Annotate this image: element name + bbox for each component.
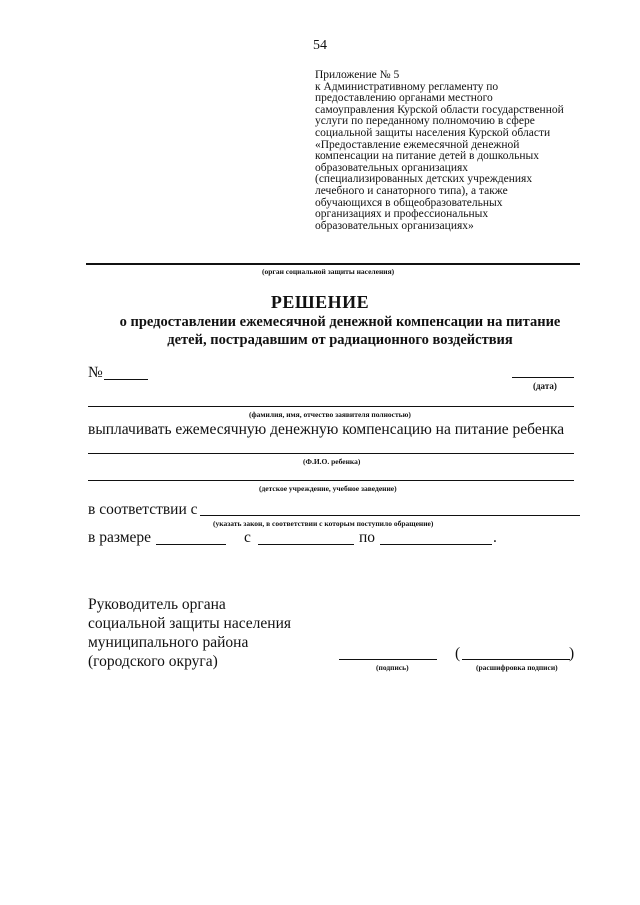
signature-field[interactable] xyxy=(339,659,437,660)
annex-line: компенсации на питание детей в дошкольных xyxy=(315,150,540,163)
applicant-caption: (фамилия, имя, отчество заявителя полностью) xyxy=(249,410,411,419)
child-name-field[interactable] xyxy=(88,453,574,454)
to-date-field[interactable] xyxy=(380,544,492,545)
institution-caption: (детское учреждение, учебное заведение) xyxy=(259,484,397,493)
annex-line: самоуправления Курской области государственной xyxy=(315,103,564,116)
period-dot: . xyxy=(493,529,497,546)
annex-line: предоставлению органами местного xyxy=(315,92,493,105)
to-label: по xyxy=(359,529,376,546)
signer-line: муниципального района xyxy=(88,634,249,651)
annex-line: лечебного и санаторного типа), а также xyxy=(315,184,508,197)
annex-line: «Предоставление ежемесячной денежной xyxy=(315,138,520,151)
signer-line: (городского округа) xyxy=(88,653,218,670)
applicant-field[interactable] xyxy=(88,406,574,407)
page-number: 54 xyxy=(313,38,327,53)
decode-close-paren: ) xyxy=(569,645,575,662)
signature-decode-field[interactable] xyxy=(462,659,570,660)
child-caption: (Ф.И.О. ребенка) xyxy=(303,457,361,466)
law-field[interactable] xyxy=(200,515,580,516)
law-caption: (указать закон, в соответствии с которым поступило обращение) xyxy=(213,519,434,528)
annex-line: услуги по переданному полномочию в сфере xyxy=(315,115,535,128)
pay-text: выплачивать ежемесячную денежную компенсацию на питание ребенка xyxy=(88,421,565,438)
date-caption: (дата) xyxy=(533,381,557,391)
annex-line: к Административному регламенту по xyxy=(315,80,499,93)
annex-header xyxy=(315,70,615,232)
number-label: № xyxy=(88,364,103,381)
annex-line: социальной защиты населения Курской области xyxy=(315,126,551,139)
document-subtitle-line1: о предоставлении ежемесячной денежной компенсации на питание xyxy=(119,314,561,330)
amount-field[interactable] xyxy=(156,544,226,545)
number-field[interactable] xyxy=(104,379,148,380)
annex-line: обучающихся в общеобразовательных xyxy=(315,196,503,209)
organ-line xyxy=(86,263,580,265)
annex-line: образовательных организациях» xyxy=(315,219,474,232)
annex-line: образовательных организациях xyxy=(315,161,469,174)
from-date-field[interactable] xyxy=(258,544,354,545)
signer-line: Руководитель органа xyxy=(88,596,226,613)
signature-caption: (подпись) xyxy=(376,663,409,672)
signer-block xyxy=(88,595,291,671)
from-label: с xyxy=(244,529,251,546)
signer-line: социальной защиты населения xyxy=(88,615,292,632)
annex-line: (специализированных детских учреждениях xyxy=(315,173,533,186)
amount-label: в размере xyxy=(88,529,152,546)
document-title: РЕШЕНИЕ xyxy=(270,292,370,312)
annex-line: Приложение № 5 xyxy=(315,69,400,81)
decode-open-paren: ( xyxy=(455,645,461,662)
accordance-label: в соответствии с xyxy=(88,501,198,518)
organ-caption: (орган социальной защиты населения) xyxy=(262,267,395,276)
institution-field[interactable] xyxy=(88,480,574,481)
annex-line: организациях и профессиональных xyxy=(315,208,489,221)
date-field[interactable] xyxy=(512,377,574,378)
decode-caption: (расшифровка подписи) xyxy=(476,663,558,672)
document-subtitle-line2: детей, пострадавшим от радиационного воздействия xyxy=(167,332,513,348)
